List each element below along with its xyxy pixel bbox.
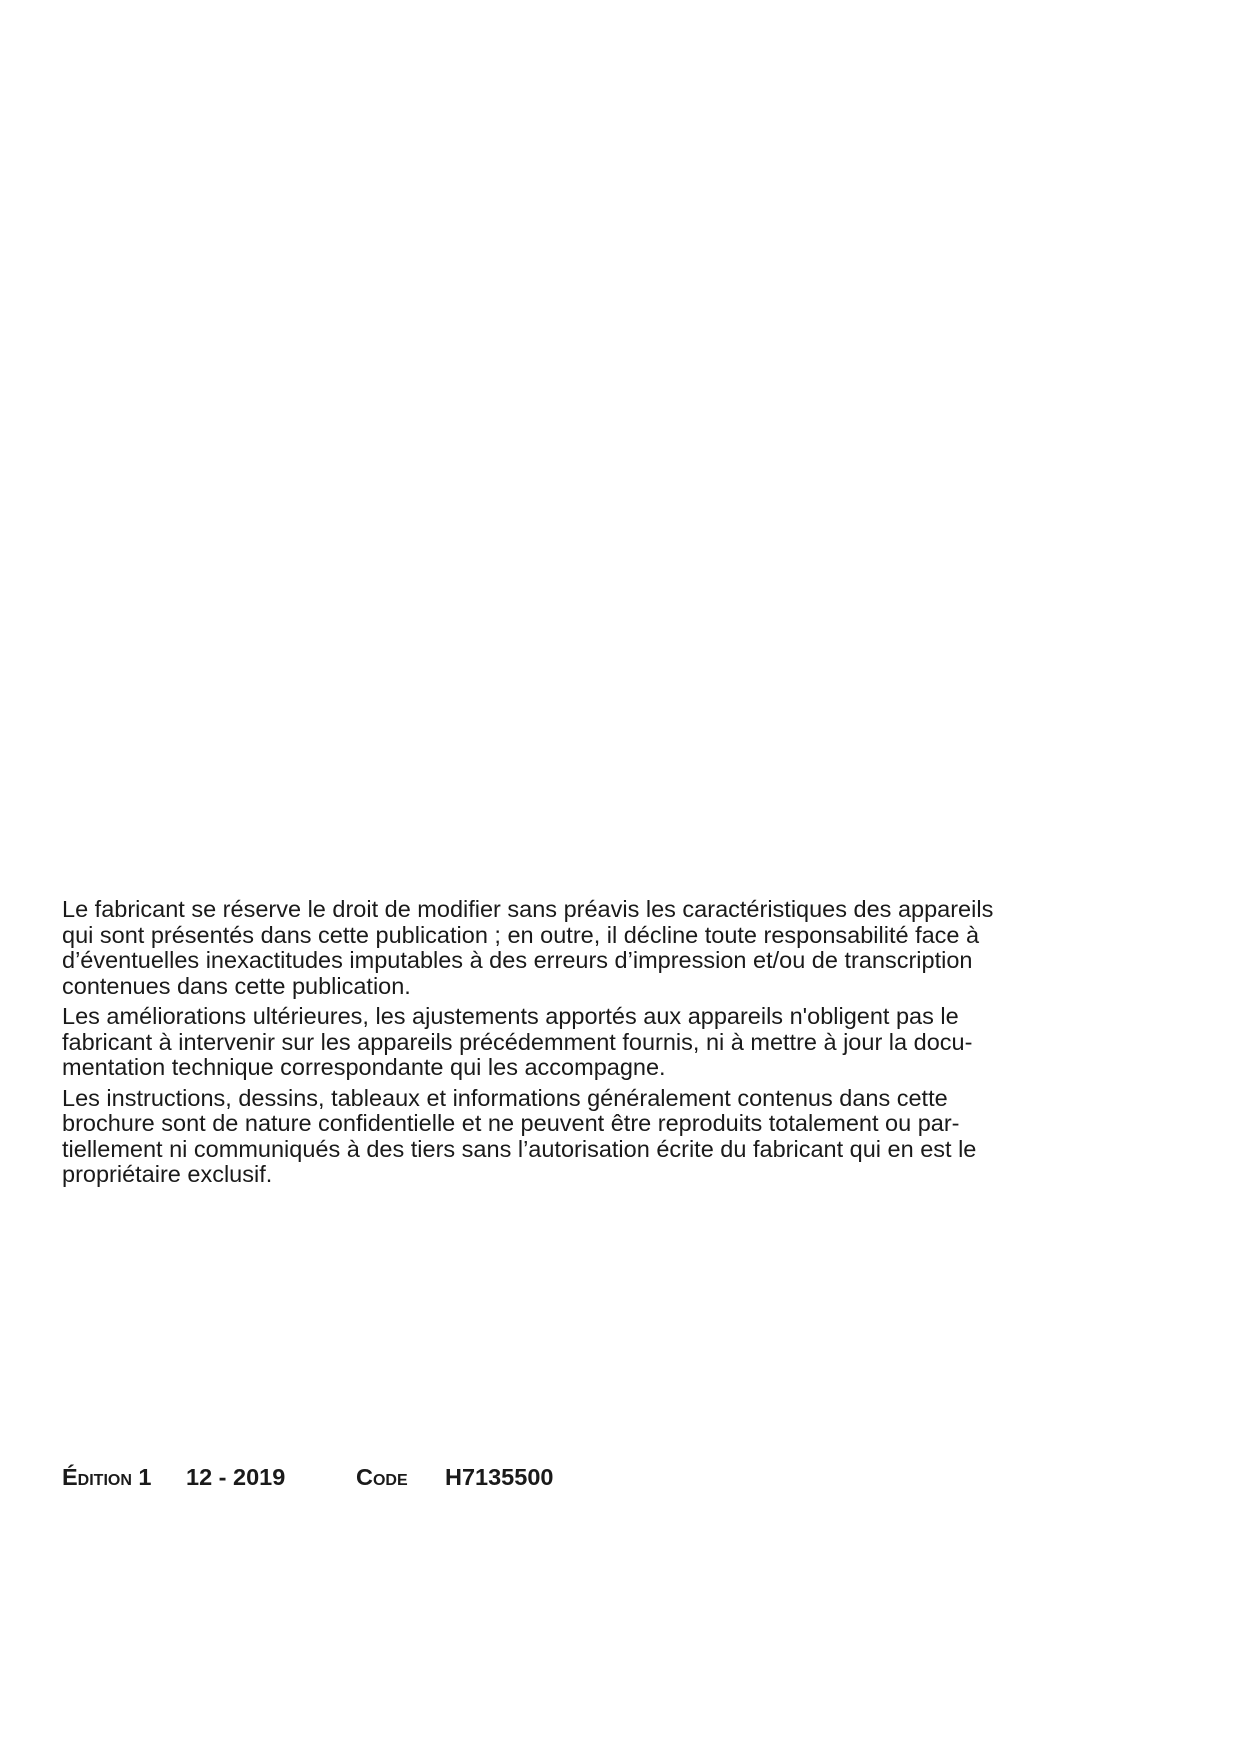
disclaimer-paragraph: Les améliorations ultérieures, les ajustements apportés aux appareils n'obligent pas le fabricant à intervenir sur les appareils précédemment fournis, ni à mettre à jour la docu- mentation technique correspondante qui les accompagne. (62, 1003, 973, 1080)
disclaimer-paragraph: Les instructions, dessins, tableaux et informations généralement contenus dans cette brochure sont de nature confidentielle et ne peuvent être reproduits totalement ou par- tiellement ni communiqués à des tiers sans l’autorisation écrite du fabricant qui en est le propriétaire exclusif. (62, 1084, 977, 1187)
disclaimer-text (62, 897, 1152, 1193)
code-value: H7135500 (445, 1464, 554, 1490)
code-label: Code (356, 1464, 408, 1490)
edition-date: 12 - 2019 (186, 1464, 286, 1490)
edition-label: Édition 1 (62, 1464, 152, 1490)
disclaimer-paragraph: Le fabricant se réserve le droit de modifier sans préavis les caractéristiques des appareils qui sont présentés dans cette publication ; en outre, il décline toute responsabilité face à d’éventuelles inexactitudes imputables à des erreurs d’impression et/ou de transcription contenues dans cette publication. (62, 896, 994, 999)
